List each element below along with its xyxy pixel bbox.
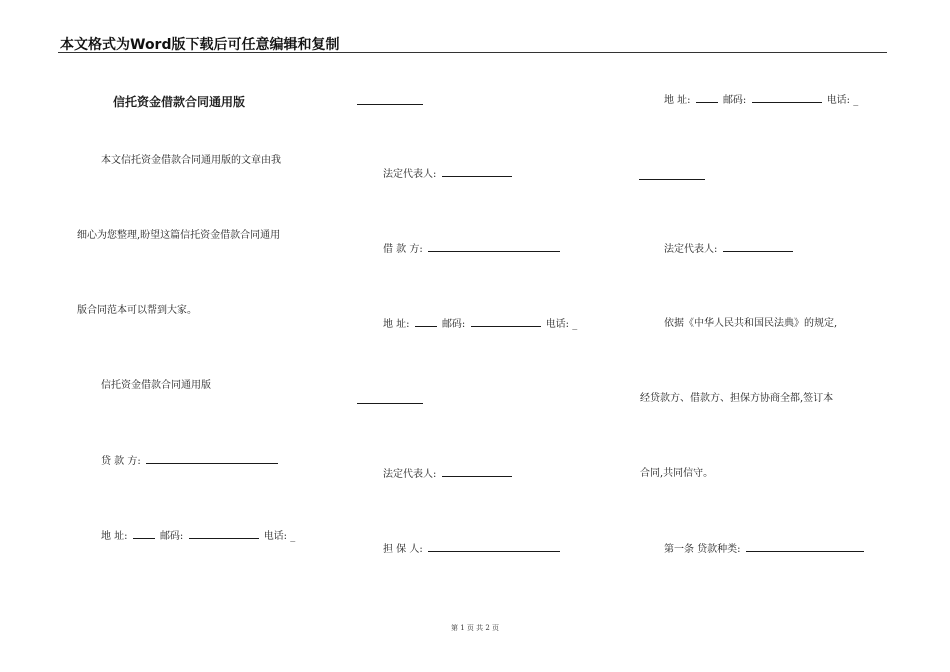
intro-line-1: 本文信托资金借款合同通用版的文章由我 [101,155,281,166]
continued-blank-line [639,179,705,180]
address-blank-line [696,94,718,103]
continued-blank-line [357,104,423,105]
continued-blank-line [357,403,423,404]
address-blank-line [415,318,437,327]
guarantor-label: 担 保 人: [383,544,423,555]
document-header-title: 本文格式为Word版下载后可任意编辑和复制 [60,37,340,53]
address-blank-line [133,530,155,539]
borrower-label: 借 款 方: [383,244,423,255]
legal-rep-blank-line [442,468,512,477]
phone-tail: _ [853,95,859,106]
postcode-label: 邮码: [159,531,184,542]
basis-line-3: 合同,共同信守。 [640,468,714,479]
borrower-blank-line [428,243,560,252]
address-row-col3 [664,94,858,107]
document-title: 信托资金借款合同通用版 [113,95,246,109]
basis-line-1: 依据《中华人民共和国民法典》的规定, [664,318,838,329]
postcode-label: 邮码: [441,319,466,330]
phone-label: 电话: [545,319,570,330]
legal-rep-row-1 [383,168,514,181]
postcode-label: 邮码: [722,95,747,106]
postcode-blank-line [752,94,822,103]
address-label: 地 址: [664,95,691,106]
guarantor-blank-line [428,543,560,552]
postcode-blank-line [471,318,541,327]
address-row-col1 [101,530,295,543]
legal-rep-blank-line [723,243,793,252]
phone-label: 电话: [826,95,851,106]
article-1-blank-line [746,543,864,552]
address-row-col2 [383,318,577,331]
legal-rep-label: 法定代表人: [383,169,437,180]
guarantor-row [383,543,562,556]
legal-rep-blank-line [442,168,512,177]
legal-rep-label: 法定代表人: [664,244,718,255]
intro-line-2: 细心为您整理,盼望这篇信托资金借款合同通用 [77,230,281,241]
phone-label: 电话: [263,531,288,542]
phone-tail: _ [572,319,578,330]
lender-row [101,455,280,468]
header-divider [58,52,887,53]
phone-tail: _ [290,531,296,542]
legal-rep-row-2 [383,468,514,481]
lender-blank-line [146,455,278,464]
article-1-label: 第一条 贷款种类: [664,544,741,555]
borrower-row [383,243,562,256]
lender-label: 贷 款 方: [101,456,141,467]
contract-subtitle: 信托资金借款合同通用版 [101,380,211,391]
page-number: 第 1 页 共 2 页 [450,624,500,632]
article-1-row [664,543,866,556]
postcode-blank-line [189,530,259,539]
basis-line-2: 经贷款方、借款方、担保方协商全都,签订本 [640,393,834,404]
legal-rep-row-3 [664,243,795,256]
legal-rep-label: 法定代表人: [383,469,437,480]
address-label: 地 址: [101,531,128,542]
intro-line-3: 版合同范本可以帮到大家。 [77,305,197,316]
address-label: 地 址: [383,319,410,330]
